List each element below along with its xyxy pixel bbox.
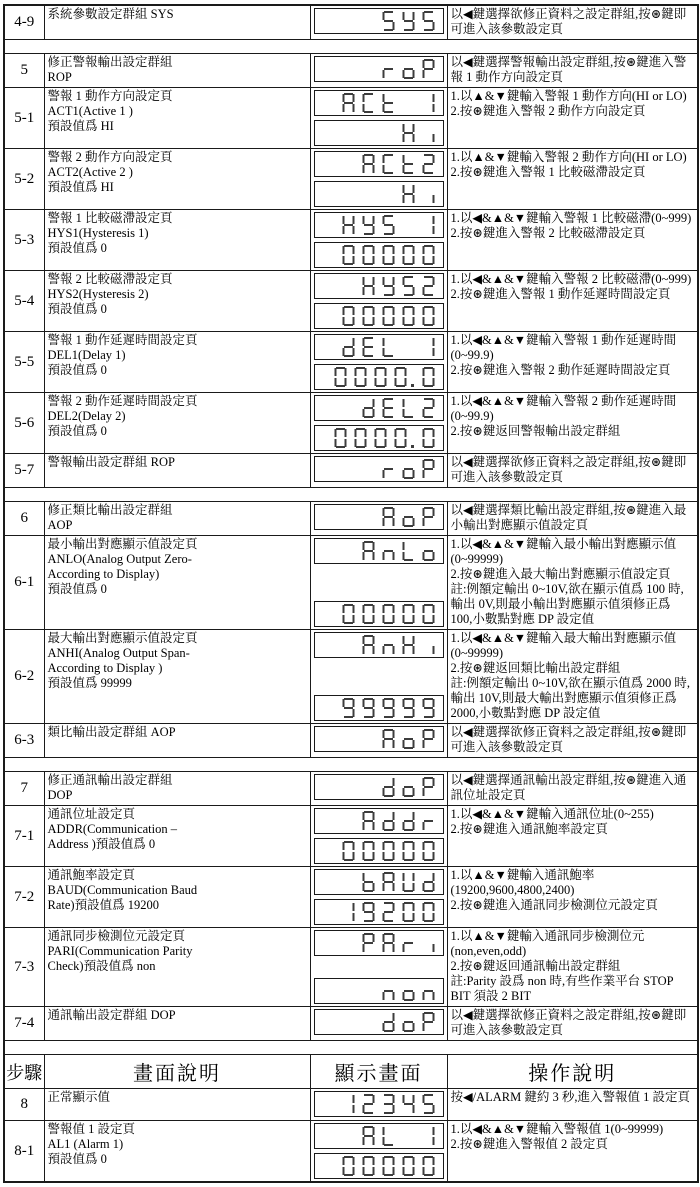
display-stack [314,212,444,268]
description-line: AOP [47,518,73,532]
operation-line: 以◀鍵選擇欲修正資料之設定群組,按⊛鍵即可進入該參數設定頁 [450,1008,687,1037]
display-stack [314,90,444,146]
description-line: HYS1(Hysteresis 1) [47,226,149,240]
description-line: PARI(Communication Parity [47,944,193,958]
description-line: ADDR(Communication – [47,822,178,836]
operation-line: 註:例額定輸出 0~10V,欲在顯示值爲 2000 時,輸出 10V,則最大輸出對應顯示值須修正爲 2000,小數點對應 DP 設定值 [450,676,691,720]
description-cell [44,502,310,536]
description-cell [44,454,310,488]
step-number: 7-4 [4,1007,44,1041]
operation-line: 1.以◀&▲&▼鍵輸入警報 1 比較磁滯(0~999) [450,211,692,225]
step-number: 5-4 [4,271,44,332]
display-stack [314,395,444,451]
operation-line: 以◀鍵選擇欲修正資料之設定群組,按⊛鍵即可進入該參數設定頁 [450,455,687,484]
display-cell [310,772,447,806]
display-cell [310,724,447,758]
display-cell [310,5,447,40]
table-row [4,502,698,536]
description-line: 通訊同步檢測位元設定頁 [47,929,186,943]
description-cell [44,772,310,806]
description-line: DEL1(Delay 1) [47,348,126,362]
display-cell [310,271,447,332]
display-cell [310,630,447,724]
description-line: According to Display) [47,567,160,581]
description-line: 通訊位址設定頁 [47,807,136,821]
operation-line: 1.以▲&▼鍵輸入警報 2 動作方向(HI or LO) [450,150,687,164]
display-cell [310,54,447,88]
display-cell [310,1089,447,1121]
operation-cell [447,271,698,332]
display-stack [314,808,444,864]
operation-cell [447,332,698,393]
description-line: ROP [47,70,72,84]
seven-segment-display [314,395,444,421]
step-number: 5-3 [4,210,44,271]
description-line: 最小輸出對應顯示值設定頁 [47,537,198,551]
seven-segment-display [314,504,444,530]
operation-line: 以◀鍵選擇類比輸出設定群組,按⊛鍵進入最小輸出對應顯示值設定頁 [450,503,687,532]
operation-cell [447,5,698,40]
description-line: 正常顯示值 [47,1090,111,1104]
display-cell [310,928,447,1007]
table-row [4,88,698,149]
operation-line: 按◀/ALARM 鍵約 3 秒,進入警報值 1 設定頁 [450,1090,690,1104]
display-stack [314,334,444,390]
operation-line: 2.按⊛鍵進入警報 2 動作延遲時間設定頁 [450,363,671,377]
operation-line: 註:Parity 設爲 non 時,有些作業平台 STOP BIT 須設 2 BIT [450,974,674,1003]
description-cell [44,536,310,630]
display-cell [310,1007,447,1041]
display-cell [310,867,447,928]
description-line: 類比輸出設定群組 AOP [47,725,176,739]
column-header-description: 畫面說明 [44,1055,310,1089]
step-number: 6-2 [4,630,44,724]
description-cell [44,1121,310,1183]
operation-line: 2.按⊛鍵返回警報輸出設定群組 [450,424,621,438]
operation-cell [447,630,698,724]
description-line: 預設值爲 99999 [47,676,132,690]
operation-line: 2.按⊛鍵進入通訊鮑率設定頁 [450,822,608,836]
seven-segment-display [314,899,444,925]
table-row [4,724,698,758]
column-header-row [4,1055,698,1089]
display-cell [310,502,447,536]
description-line: 預設值爲 0 [47,363,107,377]
table-row [4,149,698,210]
description-cell [44,149,310,210]
operation-line: 2.按⊛鍵返回通訊輸出設定群組 [450,959,621,973]
operation-line: 1.以◀&▲&▼鍵輸入最大輸出對應顯示值(0~99999) [450,631,677,660]
table-row [4,54,698,88]
description-line: Check)預設值爲 non [47,959,156,973]
step-number: 5 [4,54,44,88]
display-cell [310,332,447,393]
column-header-display: 顯示畫面 [310,1055,447,1089]
operation-cell [447,536,698,630]
display-stack [314,869,444,925]
separator-row [4,488,698,502]
operation-cell [447,928,698,1007]
description-line: Address )預設值爲 0 [47,837,156,851]
table-body [4,5,698,1182]
display-stack [314,632,444,721]
description-line: According to Display ) [47,661,163,675]
separator-row [4,758,698,772]
description-cell [44,1089,310,1121]
seven-segment-display [314,56,444,82]
description-cell [44,5,310,40]
operation-cell [447,1089,698,1121]
seven-segment-display [314,1153,444,1179]
description-line: DOP [47,788,73,802]
operation-line: 以◀鍵選擇通訊輸出設定群組,按⊛鍵進入通訊位址設定頁 [450,773,687,802]
operation-line: 2.按⊛鍵進入警報 2 比較磁滯設定頁 [450,226,646,240]
step-number: 6-3 [4,724,44,758]
operation-line: 1.以▲&▼鍵輸入通訊鮑率(19200,9600,4800,2400) [450,868,595,897]
table-row [4,867,698,928]
seven-segment-display [314,120,444,146]
seven-segment-display [314,695,444,721]
operation-line: 2.按⊛鍵進入警報 1 動作延遲時間設定頁 [450,287,671,301]
table-row [4,806,698,867]
operation-cell [447,149,698,210]
description-line: BAUD(Communication Baud [47,883,198,897]
description-line: ACT2(Active 2 ) [47,165,133,179]
operation-cell [447,867,698,928]
separator-cell [4,488,698,502]
description-line: 預設值爲 HI [47,180,114,194]
operation-line: 以◀鍵選擇欲修正資料之設定群組,按⊛鍵即可進入該參數設定頁 [450,7,687,36]
operation-line: 2.按⊛鍵進入通訊同步檢測位元設定頁 [450,898,658,912]
description-line: ANLO(Analog Output Zero- [47,552,192,566]
separator-cell [4,40,698,54]
seven-segment-display [314,8,444,34]
table-row [4,1007,698,1041]
operation-line: 2.按⊛鍵進入最大輸出對應顯示值設定頁 [450,567,671,581]
seven-segment-display [314,1091,444,1117]
step-number: 7-3 [4,928,44,1007]
description-line: 警報 1 動作方向設定頁 [47,89,173,103]
column-header-operation: 操作說明 [447,1055,698,1089]
step-number: 6 [4,502,44,536]
description-cell [44,88,310,149]
display-cell [310,88,447,149]
description-line: AL1 (Alarm 1) [47,1137,124,1151]
seven-segment-display [314,808,444,834]
operation-line: 1.以◀&▲&▼鍵輸入警報 2 動作延遲時間(0~99.9) [450,394,677,423]
table-row [4,630,698,724]
description-line: 警報 2 動作延遲時間設定頁 [47,394,198,408]
seven-segment-display [314,456,444,482]
operation-cell [447,806,698,867]
display-stack [314,1091,444,1118]
description-cell [44,724,310,758]
table-row [4,536,698,630]
operation-cell [447,54,698,88]
display-cell [310,393,447,454]
step-number: 5-2 [4,149,44,210]
operation-line: 1.以◀&▲&▼鍵輸入警報值 1(0~99999) [450,1122,664,1136]
operation-cell [447,88,698,149]
seven-segment-display [314,1123,444,1149]
column-header-step: 步驟 [4,1055,44,1089]
display-cell [310,454,447,488]
step-number: 8-1 [4,1121,44,1183]
operation-cell [447,210,698,271]
step-number: 5-5 [4,332,44,393]
description-line: ACT1(Active 1 ) [47,104,133,118]
table-row [4,1089,698,1121]
display-stack [314,456,444,485]
description-line: 警報 1 比較磁滯設定頁 [47,211,173,225]
description-line: Rate)預設值爲 19200 [47,898,159,912]
description-cell [44,393,310,454]
separator-cell [4,758,698,772]
description-line: 預設值爲 0 [47,302,107,316]
operation-line: 2.按⊛鍵返回類比輸出設定群組 [450,661,621,675]
description-cell [44,332,310,393]
display-stack [314,56,444,85]
description-line: 預設值爲 0 [47,241,107,255]
seven-segment-display [314,978,444,1004]
separator-row [4,40,698,54]
step-number: 7-2 [4,867,44,928]
seven-segment-display [314,364,444,390]
description-line: 警報 1 動作延遲時間設定頁 [47,333,198,347]
table-row [4,1121,698,1183]
seven-segment-display [314,90,444,116]
seven-segment-display [314,726,444,752]
operation-line: 1.以◀&▲&▼鍵輸入最小輸出對應顯示值(0~99999) [450,537,677,566]
step-number: 7-1 [4,806,44,867]
seven-segment-display [314,774,444,800]
description-line: 修正類比輸出設定群組 [47,503,173,517]
display-stack [314,151,444,207]
seven-segment-display [314,632,444,658]
description-line: 修正通訊輸出設定群組 [47,773,173,787]
operation-line: 2.按⊛鍵進入警報值 2 設定頁 [450,1137,608,1151]
description-cell [44,928,310,1007]
description-line: 警報 2 比較磁滯設定頁 [47,272,173,286]
step-number: 7 [4,772,44,806]
step-number: 5-7 [4,454,44,488]
description-cell [44,54,310,88]
operation-cell [447,454,698,488]
seven-segment-display [314,601,444,627]
operation-line: 2.按⊛鍵進入警報 2 動作方向設定頁 [450,104,646,118]
description-line: 通訊鮑率設定頁 [47,868,136,882]
operation-cell [447,772,698,806]
display-stack [314,273,444,329]
settings-table [3,4,699,1183]
table-row [4,772,698,806]
display-stack [314,774,444,803]
display-stack [314,8,444,37]
seven-segment-display [314,869,444,895]
operation-cell [447,502,698,536]
table-row [4,332,698,393]
display-stack [314,538,444,627]
display-stack [314,504,444,533]
table-row [4,5,698,40]
description-cell [44,1007,310,1041]
operation-line: 1.以▲&▼鍵輸入警報 1 動作方向(HI or LO) [450,89,687,103]
seven-segment-display [314,538,444,564]
operation-line: 1.以◀&▲&▼鍵輸入警報 1 動作延遲時間(0~99.9) [450,333,677,362]
description-cell [44,806,310,867]
display-cell [310,806,447,867]
seven-segment-display [314,1009,444,1035]
description-cell [44,271,310,332]
seven-segment-display [314,303,444,329]
display-cell [310,1121,447,1183]
operation-line: 2.按⊛鍵進入警報 1 比較磁滯設定頁 [450,165,646,179]
display-stack [314,1123,444,1179]
description-line: 通訊輸出設定群組 DOP [47,1008,176,1022]
operation-cell [447,393,698,454]
description-line: 系統參數設定群組 SYS [47,7,174,21]
description-line: 修正警報輸出設定群組 [47,55,173,69]
description-line: ANHI(Analog Output Span- [47,646,190,660]
step-number: 5-6 [4,393,44,454]
display-cell [310,210,447,271]
seven-segment-display [314,273,444,299]
description-line: HYS2(Hysteresis 2) [47,287,149,301]
table-row [4,454,698,488]
description-line: 預設值爲 0 [47,582,107,596]
description-line: 預設值爲 0 [47,424,107,438]
seven-segment-display [314,334,444,360]
seven-segment-display [314,838,444,864]
description-cell [44,630,310,724]
description-line: 警報值 1 設定頁 [47,1122,136,1136]
display-stack [314,930,444,1004]
description-cell [44,867,310,928]
operation-cell [447,724,698,758]
operation-line: 以◀鍵選擇欲修正資料之設定群組,按⊛鍵即可進入該參數設定頁 [450,725,687,754]
operation-line: 註:例額定輸出 0~10V,欲在顯示值爲 100 時,輸出 0V,則最小輸出對應顯示值須修正爲 100,小數點對應 DP 設定值 [450,582,684,626]
seven-segment-display [314,181,444,207]
separator-cell [4,1041,698,1055]
description-line: 警報輸出設定群組 ROP [47,455,175,469]
step-number: 4-9 [4,5,44,40]
step-number: 5-1 [4,88,44,149]
operation-line: 1.以◀&▲&▼鍵輸入警報 2 比較磁滯(0~999) [450,272,692,286]
operation-line: 1.以◀&▲&▼鍵輸入通訊位址(0~255) [450,807,654,821]
display-stack [314,726,444,755]
operation-line: 以◀鍵選擇警報輸出設定群組,按⊛鍵進入警報 1 動作方向設定頁 [450,55,687,84]
table-row [4,928,698,1007]
table-row [4,271,698,332]
seven-segment-display [314,425,444,451]
step-number: 6-1 [4,536,44,630]
display-cell [310,149,447,210]
operation-cell [447,1007,698,1041]
description-line: 最大輸出對應顯示值設定頁 [47,631,198,645]
separator-row [4,1041,698,1055]
seven-segment-display [314,212,444,238]
display-cell [310,536,447,630]
step-number: 8 [4,1089,44,1121]
description-line: 警報 2 動作方向設定頁 [47,150,173,164]
table-row [4,393,698,454]
seven-segment-display [314,151,444,177]
operation-cell [447,1121,698,1183]
description-line: DEL2(Delay 2) [47,409,126,423]
table-row [4,210,698,271]
display-stack [314,1009,444,1038]
description-line: 預設值爲 HI [47,119,114,133]
description-line: 預設值爲 0 [47,1152,107,1166]
seven-segment-display [314,930,444,956]
operation-line: 1.以▲&▼鍵輸入通訊同步檢測位元(non,even,odd) [450,929,645,958]
seven-segment-display [314,242,444,268]
description-cell [44,210,310,271]
